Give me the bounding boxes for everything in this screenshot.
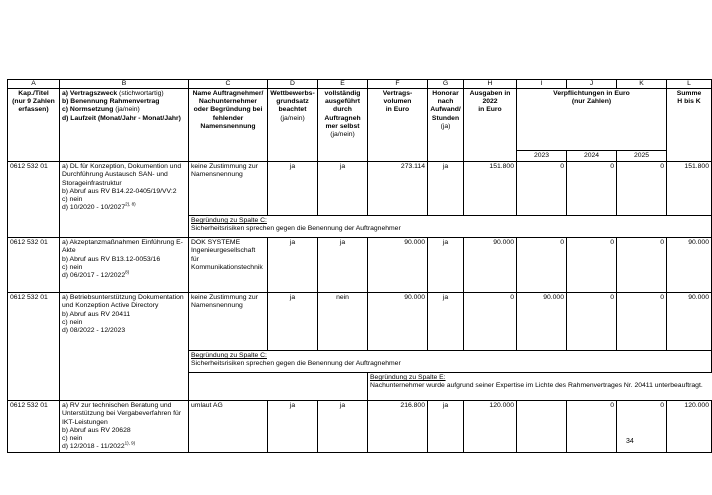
cell-auftragnehmer: umlaut AG [189,401,268,453]
year-cell: 2025 [617,151,667,162]
cell-2023: 0 [517,162,567,216]
header-b1-sub: (stichwortartig) [117,90,164,97]
header-kap-titel [8,89,60,162]
header-e-sub: (ja/nein) [330,131,355,139]
header-row [8,89,712,151]
cell-summe: 90.000 [667,293,712,351]
note-label: Begründung zu Spalte C: [191,217,267,225]
column-letter: L [667,80,712,89]
cell-honorar: ja [428,162,464,216]
column-letter: I [517,80,567,89]
cell-summe: 151.800 [667,162,712,216]
footnote-ref: 2), 8) [125,201,136,207]
column-letter: H [464,80,517,89]
note-cell [189,351,712,373]
cell-2024: 0 [567,162,617,216]
page-number: 34 [626,438,634,445]
cell-vertragszweck [60,162,189,238]
note-label: Begründung zu Spalte C: [191,352,267,360]
cell-auftragnehmer: DOK SYSTEME Ingenieurgesellschaft für Kommunikationstechnik [189,238,268,293]
column-letter: F [368,80,428,89]
header-kap-text: Kap./Titel (nur 9 Zahlen erfassen) [12,90,55,114]
cell-2025: 0 [617,293,667,351]
table-row [8,162,712,216]
header-d-text: Wettbewerbs- grundsatz beachtet [270,90,315,114]
header-wettbewerb [268,89,318,162]
cell-vertragszweck [60,238,189,293]
year-cell: 2023 [517,151,567,162]
note-label: Begründung zu Spalte E: [370,374,446,382]
header-g-text: Honorar nach Aufwand/ Stunden [430,90,461,122]
cell-summe: 120.000 [667,401,712,453]
footnote-ref: 1), 9) [124,440,136,446]
header-b2: b) Benennung Rahmenvertrag [62,98,160,106]
cell-kap-titel: 0612 532 01 [8,162,60,238]
cell-2025: 0 [617,401,667,453]
column-letter: J [567,80,617,89]
header-auftragnehmer: Name Auftragnehmer/ Nachunternehmer oder Begründung bei fehlender Namensnennung [189,89,268,162]
cell-ausgaben-2022: 90.000 [464,238,517,293]
column-letter: B [60,80,189,89]
header-b4: d) Laufzeit (Monat/Jahr - Monat/Jahr) [62,114,181,122]
cell-vollstaendig: nein [318,293,368,351]
cell-2023: 90.000 [517,293,567,351]
cell-wettbewerb: ja [268,293,318,351]
column-letter: C [189,80,268,89]
vertragszweck-text: a) RV zur technischen Beratung und Unterstützung bei Vergabeverfahren für IKT-Leistungen b) Abruf aus RV 20628 c) nein d) 12/2018 - 11/2022 [62,402,182,451]
column-letter: A [8,80,60,89]
cell-honorar: ja [428,238,464,293]
note-text: Sicherheitsrisiken sprechen gegen die Benennung der Auftragnehmer [191,360,401,368]
column-letter: G [428,80,464,89]
vertragszweck-text: a) Akzeptanzmaßnahmen Einführung E-Akte b) Abruf aus RV B13.12-0053/16 c) nein d) 06/2017 - 12/2022 [62,239,183,280]
column-letter-row [8,80,712,89]
table-row [8,401,712,453]
cell-2025: 0 [617,238,667,293]
cell-auftragnehmer: keine Zustimmung zur Namensnennung [189,162,268,216]
header-e-text: vollständig ausgeführt durch Auftragneh mer selbst [324,90,361,130]
column-letter: E [318,80,368,89]
header-vertragsvolumen: Vertrags- volumen in Euro [368,89,428,162]
cell-honorar: ja [428,401,464,453]
column-letter: D [268,80,318,89]
cell-wettbewerb: ja [268,238,318,293]
cell-ausgaben-2022: 151.800 [464,162,517,216]
cell-vertragszweck [60,293,189,401]
vertragszweck-text: a) DL für Konzeption, Dokumention und Durchführung Austausch SAN- und Storageinfrastruktur b) Abruf aus RV B14.22-0405/19/VV:2 c) nein d) 10/2020 - 10/2027 [62,163,182,212]
cell-wettbewerb: ja [268,401,318,453]
note-cell [368,373,712,401]
cell-kap-titel: 0612 532 01 [8,401,60,453]
cell-vertragsvolumen: 273.114 [368,162,428,216]
year-cell: 2024 [567,151,617,162]
cell-vertragszweck [60,401,189,453]
cell-2023: 0 [517,238,567,293]
header-honorar [428,89,464,162]
cell-vertragsvolumen: 90.000 [368,238,428,293]
cell-auftragnehmer: keine Zustimmung zur Namensnennung [189,293,268,351]
header-vertragszweck [60,89,189,162]
cell-vollstaendig: ja [318,162,368,216]
table-row [8,293,712,351]
cell-honorar: ja [428,293,464,351]
cell-2024: 0 [567,401,617,453]
cell-vertragsvolumen: 90.000 [368,293,428,351]
header-ausgaben: Ausgaben in 2022 in Euro [464,89,517,162]
cell-2025: 0 [617,162,667,216]
header-b3-sub: (ja/nein) [113,106,140,114]
cell-ausgaben-2022: 0 [464,293,517,351]
cell-vollstaendig: ja [318,401,368,453]
cell-vertragsvolumen: 216.800 [368,401,428,453]
header-b1: a) Vertragszweck [62,90,118,97]
cell-2023 [517,401,567,453]
table-row [8,238,712,293]
cell-ausgaben-2022: 120.000 [464,401,517,453]
footnote-ref: 8) [125,269,130,275]
cell-2024: 0 [567,238,617,293]
cell-wettbewerb: ja [268,162,318,216]
header-verpflichtungen: Verpflichtungen in Euro (nur Zahlen) [517,89,667,151]
cell-summe: 90.000 [667,238,712,293]
header-g-sub: (ja) [440,122,451,130]
note-text: Nachunternehmer wurde aufgrund seiner Expertise im Lichte des Rahmenvertrages Nr. 20411 unterbeauftragt. [370,382,703,390]
vertragszweck-text: a) Betriebsunterstützung Dokumentation und Konzeption Active Directory b) Abruf aus RV 20411 c) nein d) 08/2022 - 12/2023 [62,294,184,335]
procurement-table [7,79,712,453]
cell-vollstaendig: ja [318,238,368,293]
header-d-sub: (ja/nein) [280,114,305,122]
cell-2024: 0 [567,293,617,351]
header-summe: Summe H bis K [667,89,712,162]
header-vollstaendig [318,89,368,162]
cell-kap-titel: 0612 532 01 [8,238,60,293]
column-letter: K [617,80,667,89]
note-cell [189,216,712,238]
header-b3: c) Normsetzung [62,106,114,114]
note-spacer [189,373,368,401]
cell-kap-titel: 0612 532 01 [8,293,60,401]
note-text: Sicherheitsrisiken sprechen gegen die Benennung der Auftragnehmer [191,225,401,233]
